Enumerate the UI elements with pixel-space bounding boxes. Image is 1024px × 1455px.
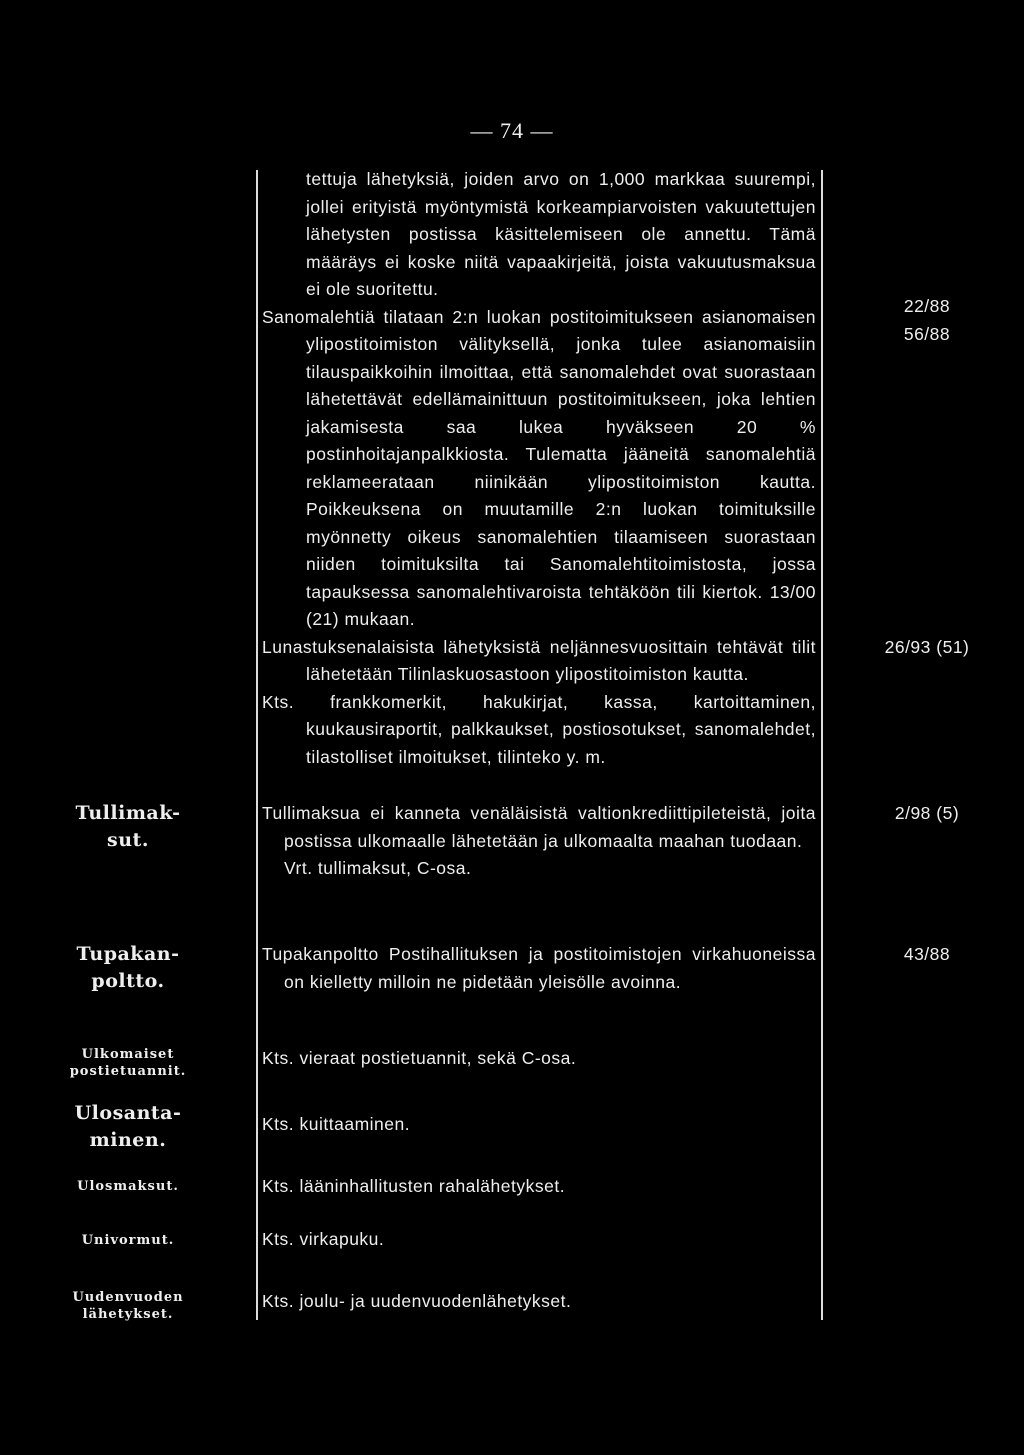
entry-ulkomaiset [262, 1045, 816, 1073]
reference-56-88: 56/88 [903, 324, 951, 344]
heading-ulosmaksut [0, 1178, 256, 1195]
heading-univormut-line-1: Univormut. [81, 1233, 175, 1248]
paragraph-sanomalehtia: Sanomalehtiä tilataan 2:n luokan postitoimitukseen asianomaisen ylipostitoimiston välityksellä, jonka tulee asianomaisiin tilauspaikkoihin ilmoittaa, että sanomalehdet ovat suorastaan lähetettävät edellämainittuun postitoimitukseen, joka lehtien jakamisesta saa lukea hyväkseen 20 % postinhoitajanpalkkiosta. Tulematta jääneitä sanomalehtiä reklameerataan niinikään ylipostitoimiston kautta. Poikkeuksena on muutamille 2:n luokan toimituksille myönnetty oikeus sanomalehtien tilaamiseen suorastaan niiden toimituksilta tai Sanomalehtitoimistosta, jossa tapauksessa sanomalehtivaroista tehtäköön tili kiertok. 13/00 (21) mukaan. [262, 306, 816, 629]
paragraph-lunastus: Lunastuksenalaisista lähetyksistä neljännesvuosittain tehtävät tilit lähetetään Tilinlaskuosastoon ylipostitoimiston kautta. [262, 636, 816, 684]
entry-univormut-text: Kts. virkapuku. [262, 1229, 385, 1249]
heading-ulosantaminen-line-2: minen. [89, 1129, 167, 1151]
entry-ulosmaksut-text: Kts. lääninhallitusten rahalähetykset. [262, 1176, 566, 1196]
heading-ulosantaminen [0, 1100, 256, 1154]
reference-22-88: 22/88 [903, 296, 951, 316]
heading-tullimaksut [0, 800, 256, 854]
heading-ulosantaminen-line-1: Ulosanta- [74, 1102, 182, 1124]
reference-2-98: 2/98 (5) [894, 803, 960, 823]
paragraph-kts-frankko: Kts. frankkomerkit, hakukirjat, kassa, kartoittaminen, kuukausiraportit, palkkaukset, postiosotukset, sanomalehdet, tilastolliset ilmoitukset, tilinteko y. m. [262, 691, 816, 767]
page-number: — 74 — [470, 118, 554, 143]
entry-uudenvuoden-text: Kts. joulu- ja uudenvuodenlähetykset. [262, 1291, 572, 1311]
entry-tullimaksut [262, 800, 816, 883]
entry-uudenvuoden [262, 1288, 816, 1316]
reference-43-88: 43/88 [903, 944, 951, 964]
heading-uudenvuoden-line-1: Uudenvuoden [72, 1290, 184, 1305]
reference-26-93: 26/93 (51) [884, 637, 970, 657]
entry-ulkomaiset-text: Kts. vieraat postietuannit, sekä C-osa. [262, 1048, 577, 1068]
heading-tullimaksut-line-1: Tullimak- [75, 802, 181, 824]
heading-ulkomaiset-line-1: Ulkomaiset [81, 1047, 175, 1062]
entry-tullimaksut-see: Vrt. tullimaksut, C-osa. [284, 858, 472, 878]
left-column-rule [256, 170, 258, 1320]
heading-tupakanpoltto-line-1: Tupakan- [76, 943, 180, 965]
entry-ulosantaminen-text: Kts. kuittaaminen. [262, 1114, 411, 1134]
entry-tupakanpoltto [262, 941, 816, 996]
main-text-block [262, 166, 816, 771]
heading-tullimaksut-line-2: sut. [107, 829, 149, 851]
entry-univormut [262, 1226, 816, 1254]
entry-tullimaksut-text: Tullimaksua ei kanneta venäläisistä valtionkrediittipileteistä, joita postissa ulkomaalle lähetetään ja ulkomaalta maahan tuodaan. [262, 803, 816, 851]
paragraph-continuation: tettuja lähetyksiä, joiden arvo on 1,000 markkaa suurempi, jollei erityistä myöntymistä korkeampiarvoisten vakuutettujen lähetysten postissa käsittelemiseen ole annettu. Tämä määräys ei koske niitä vapaakirjeitä, joista vakuutusmaksua ei ole suoritettu. [306, 169, 816, 299]
heading-univormut [0, 1232, 256, 1249]
right-column-rule [821, 170, 823, 1320]
heading-ulkomaiset [0, 1046, 256, 1080]
entry-ulosantaminen [262, 1111, 816, 1139]
entry-ulosmaksut [262, 1173, 816, 1201]
heading-ulkomaiset-line-2: postietuannit. [69, 1064, 187, 1079]
heading-tupakanpoltto [0, 941, 256, 995]
heading-uudenvuoden-line-2: lähetykset. [82, 1307, 174, 1322]
heading-ulosmaksut-line-1: Ulosmaksut. [77, 1179, 179, 1194]
entry-tupakanpoltto-text: Tupakanpoltto Postihallituksen ja postitoimistojen virkahuoneissa on kielletty milloin ne pidetään yleisölle avoinna. [262, 944, 816, 992]
heading-tupakanpoltto-line-2: poltto. [91, 970, 165, 992]
heading-uudenvuoden [0, 1289, 256, 1323]
